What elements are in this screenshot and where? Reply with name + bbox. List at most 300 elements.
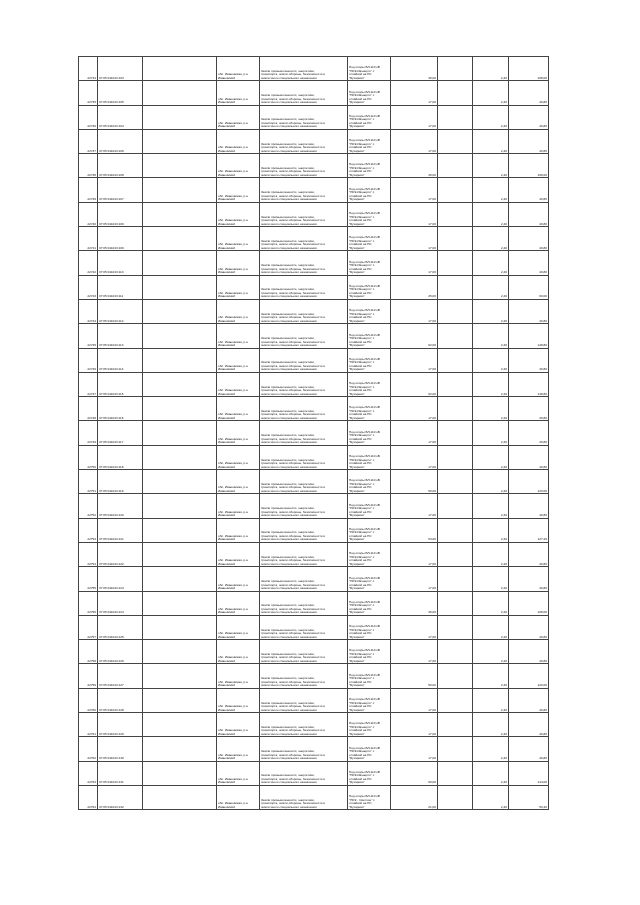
rate-cell: 2,40 <box>473 299 509 323</box>
area-cell: 17,00 <box>391 421 438 445</box>
permitted-use-cell: Под опоры ВЛ-110 кВ "ПКЭ-Ивэнерго" с отпайкой на ПС "Бухарево" <box>348 518 391 542</box>
land-category-cell: Земли промышленности, энергетики, транспорта, земли обороны, безопасности и земли иного специального назначения <box>260 567 348 591</box>
rate-cell: 2,40 <box>473 494 509 518</box>
table-row <box>79 591 549 615</box>
empty-cell <box>143 178 217 202</box>
rate-cell: 2,40 <box>473 178 509 202</box>
empty-cell <box>143 372 217 396</box>
empty-cell <box>143 713 217 737</box>
area-cell: 17,00 <box>391 81 438 105</box>
land-plots-table <box>78 56 549 810</box>
sum-cell: 120,00 <box>509 664 549 688</box>
land-category-cell: Земли промышленности, энергетики, транспорта, земли обороны, безопасности и земли иного специального назначения <box>260 713 348 737</box>
cadastral-number-cell: 37:05:011043:110 <box>98 251 143 275</box>
address-cell: обл. Ивановская, р-н Ивановский <box>217 324 260 348</box>
table-row <box>79 445 549 469</box>
empty-cell <box>438 81 473 105</box>
land-category-cell: Земли промышленности, энергетики, транспорта, земли обороны, безопасности и земли иного специального назначения <box>260 154 348 178</box>
empty-cell <box>143 785 217 809</box>
land-category-cell: Земли промышленности, энергетики, транспорта, земли обороны, безопасности и земли иного специального назначения <box>260 640 348 664</box>
area-cell: 17,00 <box>391 494 438 518</box>
rate-cell: 2,40 <box>473 640 509 664</box>
cadastral-number-cell: 37:05:011043:121 <box>98 518 143 542</box>
empty-cell <box>143 299 217 323</box>
rate-cell: 2,40 <box>473 129 509 153</box>
sum-cell: 40,80 <box>509 397 549 421</box>
table-row <box>79 688 549 712</box>
cadastral-number-cell: 37:05:011043:115 <box>98 372 143 396</box>
permitted-use-cell: Под опоры ВЛ-110 кВ "ПКЭ-Ивэнерго" с отпайкой на ПС "Бухарево" <box>348 129 391 153</box>
row-number-cell: 22762 <box>79 737 98 761</box>
cadastral-number-cell: 37:05:011043:113 <box>98 324 143 348</box>
sum-cell: 40,80 <box>509 251 549 275</box>
land-category-cell: Земли промышленности, энергетики, транспорта, земли обороны, безопасности и земли иного специального назначения <box>260 57 348 81</box>
rate-cell: 2,40 <box>473 664 509 688</box>
empty-cell <box>438 397 473 421</box>
address-cell: обл. Ивановская, р-н Ивановский <box>217 105 260 129</box>
permitted-use-cell: Под опоры ВЛ-110 кВ "ПКЭ-Ивэнерго" с отпайкой на ПС "Бухарево" <box>348 567 391 591</box>
permitted-use-cell: Под опоры ВЛ-110 кВ "ПКЭ-Ивэнерго" с отпайкой на ПС "Бухарево" <box>348 251 391 275</box>
permitted-use-cell: Под опоры ВЛ-110 кВ "ПКЭ-Ивэнерго" с отпайкой на ПС "Бухарево" <box>348 470 391 494</box>
permitted-use-cell: Под опоры ВЛ-110 кВ "ПКЭ-Ивэнерго" с отпайкой на ПС "Бухарево" <box>348 542 391 566</box>
address-cell: обл. Ивановская, р-н Ивановский <box>217 713 260 737</box>
sum-cell: 40,80 <box>509 737 549 761</box>
table-row <box>79 567 549 591</box>
cadastral-number-cell: 37:05:011043:112 <box>98 299 143 323</box>
table-row <box>79 761 549 785</box>
rate-cell: 2,40 <box>473 615 509 639</box>
sum-cell: 60,00 <box>509 275 549 299</box>
sum-cell: 148,80 <box>509 324 549 348</box>
cadastral-number-cell: 37:05:011043:123 <box>98 567 143 591</box>
table-row <box>79 397 549 421</box>
rate-cell: 2,40 <box>473 688 509 712</box>
cadastral-number-cell: 37:05:011043:129 <box>98 713 143 737</box>
address-cell: обл. Ивановская, р-н Ивановский <box>217 664 260 688</box>
sum-cell: 127,20 <box>509 518 549 542</box>
permitted-use-cell: Под опоры ВЛ-110 кВ "ПКЭ-Ивэнерго" с отпайкой на ПС "Бухарево" <box>348 348 391 372</box>
land-category-cell: Земли промышленности, энергетики, транспорта, земли обороны, безопасности и земли иного специального назначения <box>260 251 348 275</box>
land-category-cell: Земли промышленности, энергетики, транспорта, земли обороны, безопасности и земли иного специального назначения <box>260 129 348 153</box>
permitted-use-cell: Под опоры ВЛ-110 кВ "ПКЭ-Ивэнерго" с отпайкой на ПС "Бухарево" <box>348 713 391 737</box>
land-category-cell: Земли промышленности, энергетики, транспорта, земли обороны, безопасности и земли иного специального назначения <box>260 299 348 323</box>
permitted-use-cell: Под опоры ВЛ-110 кВ "ПКЭ-Ивэнерго" с отпайкой на ПС "Бухарево" <box>348 421 391 445</box>
permitted-use-cell: Под опоры ВЛ-110 кВ "ПКЭ-Ивэнерго" с отпайкой на ПС "Бухарево" <box>348 761 391 785</box>
area-cell: 45,00 <box>391 591 438 615</box>
area-cell: 17,00 <box>391 178 438 202</box>
rate-cell: 2,40 <box>473 251 509 275</box>
permitted-use-cell: Под опоры ВЛ-110 кВ "ПКЭ-Ивэнерго" с отпайкой на ПС "Бухарево" <box>348 688 391 712</box>
empty-cell <box>438 421 473 445</box>
rate-cell: 2,40 <box>473 154 509 178</box>
rate-cell: 2,40 <box>473 567 509 591</box>
table-row <box>79 372 549 396</box>
row-number-cell: 22744 <box>79 299 98 323</box>
sum-cell: 120,00 <box>509 470 549 494</box>
rate-cell: 2,40 <box>473 785 509 809</box>
sum-cell: 40,80 <box>509 105 549 129</box>
row-number-cell: 22764 <box>79 785 98 809</box>
cadastral-number-cell: 37:05:011043:109 <box>98 227 143 251</box>
empty-cell <box>438 227 473 251</box>
empty-cell <box>143 664 217 688</box>
empty-cell <box>438 299 473 323</box>
cadastral-number-cell: 37:05:011043:130 <box>98 737 143 761</box>
permitted-use-cell: Под опоры ВЛ-110 кВ "ПКЭ-Ивэнерго" с отпайкой на ПС "Бухарево" <box>348 664 391 688</box>
table-row <box>79 154 549 178</box>
permitted-use-cell: Под опоры ВЛ-110 кВ "ПКЭ-Ивэнерго" с отпайкой на ПС "Бухарево" <box>348 324 391 348</box>
rate-cell: 2,40 <box>473 324 509 348</box>
area-cell: 17,00 <box>391 129 438 153</box>
empty-cell <box>438 324 473 348</box>
area-cell: 17,00 <box>391 397 438 421</box>
row-number-cell: 22752 <box>79 494 98 518</box>
row-number-cell: 22743 <box>79 275 98 299</box>
address-cell: обл. Ивановская, р-н Ивановский <box>217 227 260 251</box>
address-cell: обл. Ивановская, р-н Ивановский <box>217 737 260 761</box>
rate-cell: 2,40 <box>473 372 509 396</box>
row-number-cell: 22741 <box>79 227 98 251</box>
cadastral-number-cell: 37:05:011043:105 <box>98 81 143 105</box>
empty-cell <box>143 324 217 348</box>
empty-cell <box>143 154 217 178</box>
rate-cell: 2,40 <box>473 348 509 372</box>
address-cell: обл. Ивановская, р-н Ивановский <box>217 397 260 421</box>
table-body <box>79 57 549 810</box>
permitted-use-cell: Под опоры ВЛ-110 кВ "ПКЭ-Ивэнерго" с отпайкой на ПС "Бухарево" <box>348 227 391 251</box>
sum-cell: 40,80 <box>509 494 549 518</box>
permitted-use-cell: Под опоры ВЛ-110 кВ "ПКЭ - Светлое" с отпайкой на ПС "Бухарево" <box>348 785 391 809</box>
empty-cell <box>143 129 217 153</box>
land-category-cell: Земли промышленности, энергетики, транспорта, земли обороны, безопасности и земли иного специального назначения <box>260 518 348 542</box>
empty-cell <box>438 785 473 809</box>
empty-cell <box>438 591 473 615</box>
row-number-cell: 22749 <box>79 421 98 445</box>
permitted-use-cell: Под опоры ВЛ-110 кВ "ПКЭ-Ивэнерго" с отпайкой на ПС "Бухарево" <box>348 445 391 469</box>
sum-cell: 40,80 <box>509 445 549 469</box>
address-cell: обл. Ивановская, р-н Ивановский <box>217 761 260 785</box>
empty-cell <box>143 615 217 639</box>
table-row <box>79 81 549 105</box>
table-row <box>79 178 549 202</box>
area-cell: 50,00 <box>391 664 438 688</box>
rate-cell: 2,40 <box>473 57 509 81</box>
table-row <box>79 542 549 566</box>
rate-cell: 2,40 <box>473 761 509 785</box>
area-cell: 17,00 <box>391 227 438 251</box>
empty-cell <box>143 397 217 421</box>
cadastral-number-cell: 37:05:011043:103 <box>98 57 143 81</box>
empty-cell <box>143 688 217 712</box>
land-category-cell: Земли промышленности, энергетики, транспорта, земли обороны, безопасности и земли иного специального назначения <box>260 664 348 688</box>
cadastral-number-cell: 37:05:011043:120 <box>98 494 143 518</box>
row-number-cell: 22734 <box>79 57 98 81</box>
rate-cell: 2,40 <box>473 421 509 445</box>
land-category-cell: Земли промышленности, энергетики, транспорта, земли обороны, безопасности и земли иного специального назначения <box>260 348 348 372</box>
cadastral-number-cell: 37:05:011043:106 <box>98 129 143 153</box>
row-number-cell: 22754 <box>79 542 98 566</box>
address-cell: обл. Ивановская, р-н Ивановский <box>217 640 260 664</box>
cadastral-number-cell: 37:05:011043:107 <box>98 178 143 202</box>
rate-cell: 2,40 <box>473 105 509 129</box>
area-cell: 17,00 <box>391 713 438 737</box>
row-number-cell: 22740 <box>79 202 98 226</box>
rate-cell: 2,40 <box>473 470 509 494</box>
area-cell: 17,00 <box>391 445 438 469</box>
cadastral-number-cell: 37:05:011043:125 <box>98 615 143 639</box>
land-category-cell: Земли промышленности, энергетики, транспорта, земли обороны, безопасности и земли иного специального назначения <box>260 324 348 348</box>
area-cell: 53,00 <box>391 518 438 542</box>
sum-cell: 40,80 <box>509 713 549 737</box>
table-row <box>79 275 549 299</box>
empty-cell <box>438 640 473 664</box>
area-cell: 17,00 <box>391 615 438 639</box>
row-number-cell: 22751 <box>79 470 98 494</box>
sum-cell: 108,00 <box>509 591 549 615</box>
table-row <box>79 227 549 251</box>
empty-cell <box>438 202 473 226</box>
row-number-cell: 22746 <box>79 348 98 372</box>
row-number-cell: 22735 <box>79 81 98 105</box>
cadastral-number-cell: 37:05:011043:109 <box>98 202 143 226</box>
cadastral-number-cell: 37:05:011043:127 <box>98 664 143 688</box>
empty-cell <box>438 129 473 153</box>
land-category-cell: Земли промышленности, энергетики, транспорта, земли обороны, безопасности и земли иного специального назначения <box>260 615 348 639</box>
empty-cell <box>143 542 217 566</box>
permitted-use-cell: Под опоры ВЛ-110 кВ "ПКЭ-Ивэнерго" с отпайкой на ПС "Бухарево" <box>348 81 391 105</box>
empty-cell <box>143 640 217 664</box>
table-row <box>79 129 549 153</box>
sum-cell: 40,80 <box>509 299 549 323</box>
sum-cell: 40,80 <box>509 421 549 445</box>
address-cell: обл. Ивановская, р-н Ивановский <box>217 421 260 445</box>
permitted-use-cell: Под опоры ВЛ-110 кВ "ПКЭ-Ивэнерго" с отпайкой на ПС "Бухарево" <box>348 202 391 226</box>
address-cell: обл. Ивановская, р-н Ивановский <box>217 445 260 469</box>
area-cell: 17,00 <box>391 567 438 591</box>
address-cell: обл. Ивановская, р-н Ивановский <box>217 785 260 809</box>
permitted-use-cell: Под опоры ВЛ-110 кВ "ПКЭ-Ивэнерго" с отпайкой на ПС "Бухарево" <box>348 494 391 518</box>
area-cell: 17,00 <box>391 251 438 275</box>
row-number-cell: 22738 <box>79 154 98 178</box>
land-category-cell: Земли промышленности, энергетики, транспорта, земли обороны, безопасности и земли иного специального назначения <box>260 470 348 494</box>
empty-cell <box>143 57 217 81</box>
table-row <box>79 202 549 226</box>
address-cell: обл. Ивановская, р-н Ивановский <box>217 567 260 591</box>
row-number-cell: 22748 <box>79 397 98 421</box>
rate-cell: 2,40 <box>473 445 509 469</box>
sum-cell: 144,00 <box>509 761 549 785</box>
permitted-use-cell: Под опоры ВЛ-110 кВ "ПКЭ-Ивэнерго" с отпайкой на ПС "Бухарево" <box>348 591 391 615</box>
empty-cell <box>143 105 217 129</box>
area-cell: 45,00 <box>391 154 438 178</box>
cadastral-number-cell: 37:05:011043:126 <box>98 640 143 664</box>
empty-cell <box>438 445 473 469</box>
empty-cell <box>143 445 217 469</box>
area-cell: 17,00 <box>391 737 438 761</box>
address-cell: обл. Ивановская, р-н Ивановский <box>217 275 260 299</box>
empty-cell <box>143 227 217 251</box>
sum-cell: 50,40 <box>509 785 549 809</box>
empty-cell <box>438 494 473 518</box>
land-category-cell: Земли промышленности, энергетики, транспорта, земли обороны, безопасности и земли иного специального назначения <box>260 105 348 129</box>
row-number-cell: 22759 <box>79 664 98 688</box>
land-category-cell: Земли промышленности, энергетики, транспорта, земли обороны, безопасности и земли иного специального назначения <box>260 372 348 396</box>
row-number-cell: 22761 <box>79 713 98 737</box>
land-category-cell: Земли промышленности, энергетики, транспорта, земли обороны, безопасности и земли иного специального назначения <box>260 202 348 226</box>
address-cell: обл. Ивановская, р-н Ивановский <box>217 251 260 275</box>
permitted-use-cell: Под опоры ВЛ-110 кВ "ПКЭ-Ивэнерго" с отпайкой на ПС "Бухарево" <box>348 397 391 421</box>
sum-cell: 40,80 <box>509 81 549 105</box>
area-cell: 17,00 <box>391 299 438 323</box>
cadastral-number-cell: 37:05:011043:104 <box>98 105 143 129</box>
address-cell: обл. Ивановская, р-н Ивановский <box>217 299 260 323</box>
rate-cell: 2,40 <box>473 518 509 542</box>
address-cell: обл. Ивановская, р-н Ивановский <box>217 178 260 202</box>
table-row <box>79 105 549 129</box>
permitted-use-cell: Под опоры ВЛ-110 кВ "ПКЭ-Ивэнерго" с отпайкой на ПС "Бухарево" <box>348 372 391 396</box>
area-cell: 45,00 <box>391 57 438 81</box>
rate-cell: 2,40 <box>473 227 509 251</box>
land-category-cell: Земли промышленности, энергетики, транспорта, земли обороны, безопасности и земли иного специального назначения <box>260 688 348 712</box>
rate-cell: 2,40 <box>473 591 509 615</box>
empty-cell <box>438 664 473 688</box>
land-category-cell: Земли промышленности, энергетики, транспорта, земли обороны, безопасности и земли иного специального назначения <box>260 761 348 785</box>
table-row <box>79 299 549 323</box>
sum-cell: 40,80 <box>509 615 549 639</box>
rate-cell: 2,40 <box>473 713 509 737</box>
row-number-cell: 22747 <box>79 372 98 396</box>
address-cell: обл. Ивановская, р-н Ивановский <box>217 154 260 178</box>
address-cell: обл. Ивановская, р-н Ивановский <box>217 202 260 226</box>
row-number-cell: 22763 <box>79 761 98 785</box>
land-category-cell: Земли промышленности, энергетики, транспорта, земли обороны, безопасности и земли иного специального назначения <box>260 421 348 445</box>
land-category-cell: Земли промышленности, энергетики, транспорта, земли обороны, безопасности и земли иного специального назначения <box>260 591 348 615</box>
area-cell: 25,00 <box>391 275 438 299</box>
land-category-cell: Земли промышленности, энергетики, транспорта, земли обороны, безопасности и земли иного специального назначения <box>260 494 348 518</box>
table-row <box>79 324 549 348</box>
cadastral-number-cell: 37:05:011043:111 <box>98 275 143 299</box>
empty-cell <box>143 494 217 518</box>
sum-cell: 108,00 <box>509 154 549 178</box>
sum-cell: 40,80 <box>509 348 549 372</box>
empty-cell <box>143 81 217 105</box>
row-number-cell: 22755 <box>79 567 98 591</box>
empty-cell <box>438 737 473 761</box>
permitted-use-cell: Под опоры ВЛ-110 кВ "ПКЭ-Ивэнерго" с отпайкой на ПС "Бухарево" <box>348 640 391 664</box>
cadastral-number-cell: 37:05:011043:116 <box>98 397 143 421</box>
sum-cell: 148,80 <box>509 372 549 396</box>
row-number-cell: 22758 <box>79 640 98 664</box>
area-cell: 17,00 <box>391 542 438 566</box>
table-row <box>79 470 549 494</box>
area-cell: 50,00 <box>391 470 438 494</box>
row-number-cell: 22739 <box>79 178 98 202</box>
empty-cell <box>438 275 473 299</box>
empty-cell <box>438 57 473 81</box>
cadastral-number-cell: 37:05:011043:114 <box>98 348 143 372</box>
area-cell: 17,00 <box>391 640 438 664</box>
sum-cell: 40,80 <box>509 567 549 591</box>
address-cell: обл. Ивановская, р-н Ивановский <box>217 615 260 639</box>
row-number-cell: 22757 <box>79 615 98 639</box>
empty-cell <box>438 542 473 566</box>
empty-cell <box>143 567 217 591</box>
sum-cell: 40,80 <box>509 178 549 202</box>
cadastral-number-cell: 37:05:011043:131 <box>98 761 143 785</box>
table-row <box>79 251 549 275</box>
permitted-use-cell: Под опоры ВЛ-110 кВ "ПКЭ-Ивэнерго" с отпайкой на ПС "Бухарево" <box>348 737 391 761</box>
permitted-use-cell: Под опоры ВЛ-110 кВ "ПКЭ-Ивэнерго" с отпайкой на ПС "Бухарево" <box>348 299 391 323</box>
cadastral-number-cell: 37:05:011043:118 <box>98 445 143 469</box>
permitted-use-cell: Под опоры ВЛ-110 кВ "ПКЭ-Ивэнерго" с отпайкой на ПС "Бухарево" <box>348 57 391 81</box>
land-category-cell: Земли промышленности, энергетики, транспорта, земли обороны, безопасности и земли иного специального назначения <box>260 275 348 299</box>
address-cell: обл. Ивановская, р-н Ивановский <box>217 542 260 566</box>
empty-cell <box>143 202 217 226</box>
permitted-use-cell: Под опоры ВЛ-110 кВ "ПКЭ-Ивэнерго" с отпайкой на ПС "Бухарево" <box>348 178 391 202</box>
address-cell: обл. Ивановская, р-н Ивановский <box>217 57 260 81</box>
empty-cell <box>438 518 473 542</box>
cadastral-number-cell: 37:05:011043:108 <box>98 154 143 178</box>
empty-cell <box>438 154 473 178</box>
land-category-cell: Земли промышленности, энергетики, транспорта, земли обороны, безопасности и земли иного специального назначения <box>260 397 348 421</box>
rate-cell: 2,40 <box>473 397 509 421</box>
table-row <box>79 737 549 761</box>
address-cell: обл. Ивановская, р-н Ивановский <box>217 348 260 372</box>
row-number-cell: 22750 <box>79 445 98 469</box>
spreadsheet-page <box>78 56 548 810</box>
area-cell: 17,00 <box>391 348 438 372</box>
row-number-cell: 22742 <box>79 251 98 275</box>
table-row <box>79 348 549 372</box>
table-row <box>79 615 549 639</box>
address-cell: обл. Ивановская, р-н Ивановский <box>217 81 260 105</box>
cadastral-number-cell: 37:05:011043:122 <box>98 542 143 566</box>
empty-cell <box>143 275 217 299</box>
address-cell: обл. Ивановская, р-н Ивановский <box>217 129 260 153</box>
table-row <box>79 785 549 809</box>
sum-cell: 40,80 <box>509 202 549 226</box>
land-category-cell: Земли промышленности, энергетики, транспорта, земли обороны, безопасности и земли иного специального назначения <box>260 81 348 105</box>
rate-cell: 2,40 <box>473 275 509 299</box>
empty-cell <box>438 251 473 275</box>
sum-cell: 40,80 <box>509 640 549 664</box>
empty-cell <box>143 591 217 615</box>
permitted-use-cell: Под опоры ВЛ-110 кВ "ПКЭ-Ивэнерго" с отпайкой на ПС "Бухарево" <box>348 154 391 178</box>
cadastral-number-cell: 37:05:011043:119 <box>98 470 143 494</box>
row-number-cell: 22756 <box>79 591 98 615</box>
empty-cell <box>143 251 217 275</box>
rate-cell: 2,40 <box>473 542 509 566</box>
address-cell: обл. Ивановская, р-н Ивановский <box>217 688 260 712</box>
cadastral-number-cell: 37:05:011043:132 <box>98 785 143 809</box>
empty-cell <box>143 761 217 785</box>
empty-cell <box>438 567 473 591</box>
land-category-cell: Земли промышленности, энергетики, транспорта, земли обороны, безопасности и земли иного специального назначения <box>260 227 348 251</box>
area-cell: 62,00 <box>391 324 438 348</box>
land-category-cell: Земли промышленности, энергетики, транспорта, земли обороны, безопасности и земли иного специального назначения <box>260 737 348 761</box>
land-category-cell: Земли промышленности, энергетики, транспорта, земли обороны, безопасности и земли иного специального назначения <box>260 445 348 469</box>
row-number-cell: 22760 <box>79 688 98 712</box>
area-cell: 17,00 <box>391 202 438 226</box>
empty-cell <box>143 518 217 542</box>
land-category-cell: Земли промышленности, энергетики, транспорта, земли обороны, безопасности и земли иного специального назначения <box>260 785 348 809</box>
rate-cell: 2,40 <box>473 202 509 226</box>
empty-cell <box>143 348 217 372</box>
empty-cell <box>438 372 473 396</box>
address-cell: обл. Ивановская, р-н Ивановский <box>217 494 260 518</box>
empty-cell <box>438 178 473 202</box>
cadastral-number-cell: 37:05:011043:124 <box>98 591 143 615</box>
